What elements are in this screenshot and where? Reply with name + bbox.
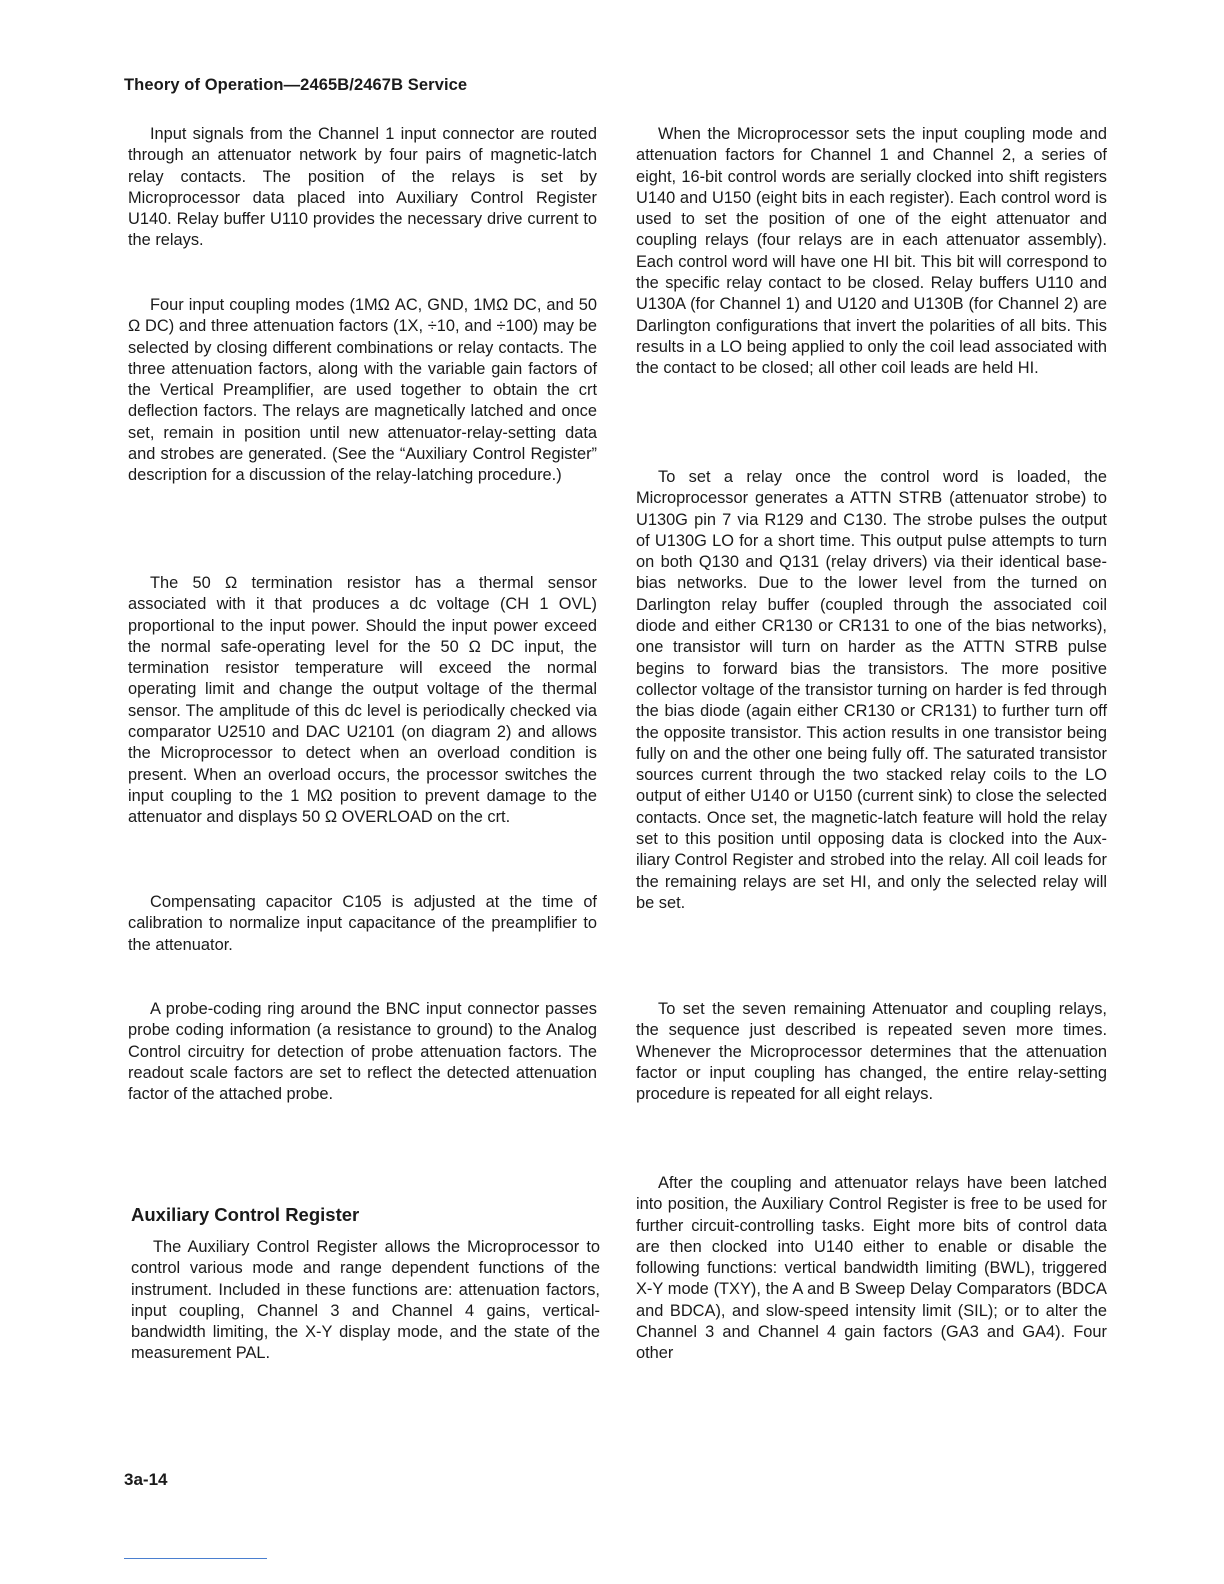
paragraph-auxiliary-control-register: The Auxiliary Control Register allows the Microprocessor to control various mode and range dependent functions of the instrument. Included in these functions are: attenuation factors, input coupling, Channel 3 and Channel 4 gains, vertical-bandwidth limiting, the X-Y display mode, and the state of the measurement PAL. — [131, 1238, 600, 1363]
page-number: 3a-14 — [124, 1470, 168, 1489]
running-header: Theory of Operation—2465B/2467B Service — [124, 76, 468, 94]
paragraph-termination-resistor: The 50 Ω termination resistor has a thermal sensor associated with it that produces a dc voltage (CH 1 OVL) proportional to the input power. Should the input power exceed the normal safe-operating level for the 50 Ω DC input, the termination resistor temperature will exceed the normal operating limit and change the output voltage of the thermal sensor. The amplitude of this dc level is periodically checked via comparator U2510 and DAC U2101 (on diagram 2) and allows the Microprocessor to detect when an overload condition is present. When an overload occurs, the processor switches the input coupling to the 1 MΩ position to prevent damage to the attenuator and displays 50 Ω OVERLOAD on the crt. — [128, 574, 597, 827]
paragraph-microprocessor-sets-coupling: When the Microprocessor sets the input coupling mode and attenuation factors for Channel 1 and Channel 2, a series of eight, 16-bit control words are serially clocked into shift registers U140 and U150 (eight bits in each register). Each control word is used to set the position of one of the eight attenuator and coupling relays (four relays are in each attenuator assembly). Each control word will have one HI bit. This bit will correspond to the specific relay contact to be closed. Relay buffers U110 and U130A (for Channel 1) and U120 and U130B (for Channel 2) are Darlington configurations that invert the polarities of all bits. This results in a LO being applied to only the coil lead associated with the contact to be closed; all other coil leads are held HI. — [636, 125, 1107, 378]
paragraph-input-coupling-modes: Four input coupling modes (1MΩ AC, GND, 1MΩ DC, and 50 Ω DC) and three attenuation factors (1X, ÷10, and ÷100) may be selected by closing different combinations or relay contacts. The three attenuation factors, along with the variable gain factors of the Vertical Preamplifier, are used together to obtain the crt deflection factors. The relays are magnetically latched and once set, remain in position until new attenuator-relay-setting data and strobes are generated. (See the “Auxiliary Control Register” description for a discussion of the relay-latching procedure.) — [128, 296, 597, 485]
paragraph-set-relay: To set a relay once the control word is loaded, the Microprocessor generates a ATTN STRB (attenuator strobe) to U130G pin 7 via R129 and C130. The strobe pulses the output of U130G LO for a short time. This output pulse attempts to turn on both Q130 and Q131 (relay drivers) via their identical base-bias networks. Due to the lower level from the turned on Darlington relay buffer (coupled through the associated coil diode and either CR130 or CR131 to one of the bias networks), one transistor will turn on harder as the ATTN STRB pulse begins to forward bias the transistors. The more positive collector voltage of the transistor turning on harder is fed through the bias diode (again either CR130 or CR131) to further turn off the opposite transistor. This action results in one transistor being fully on and the other one being fully off. The saturated transistor sources current through the two stacked relay coils to the LO output of either U140 or U150 (current sink) to close the selected contacts. Once set, the magnetic-latch feature will hold the relay set to this position until opposing data is clocked into the Auxiliary Control Register and strobed into the relay. All coil leads for the remaining relays are set HI, and only the selected relay will be set. — [636, 468, 1107, 912]
section-title-auxiliary-control-register: Auxiliary Control Register — [131, 1204, 360, 1225]
paragraph-after-latching: After the coupling and attenuator relays have been latched into position, the Auxiliary Control Register is free to be used for further circuit-controlling tasks. Eight more bits of control data are then clocked into U140 either to enable or disable the following functions: vertical bandwidth limiting (BWL), triggered X-Y mode (TXY), the A and B Sweep Delay Comparators (BDCA and BDCA), and slow-speed intensity limit (SIL); or to alter the Channel 3 and Channel 4 gain factors (GA3 and GA4). Four other — [636, 1174, 1107, 1363]
paragraph-input-signals: Input signals from the Channel 1 input connector are routed through an attenuator network by four pairs of magnetic-latch relay contacts. The position of the relays is set by Microprocessor data placed into Auxiliary Control Register U140. Relay buffer U110 provides the necessary drive current to the relays. — [128, 125, 597, 250]
footer-rule — [124, 1558, 267, 1559]
paragraph-compensating-capacitor: Compensating capacitor C105 is adjusted at the time of calibration to normalize input capacitance of the preamplifier to the attenuator. — [128, 893, 597, 954]
paragraph-remaining-relays: To set the seven remaining Attenuator and coupling relays, the sequence just described is repeated seven more times. Whenever the Microprocessor determines that the attenuation factor or input coupling has changed, the entire relay-setting procedure is repeated for all eight relays. — [636, 1000, 1107, 1104]
paragraph-probe-coding: A probe-coding ring around the BNC input connector passes probe coding information (a resistance to ground) to the Analog Control circuitry for detection of probe attenuation factors. The readout scale factors are set to reflect the detected attenuation factor of the attached probe. — [128, 1000, 597, 1104]
